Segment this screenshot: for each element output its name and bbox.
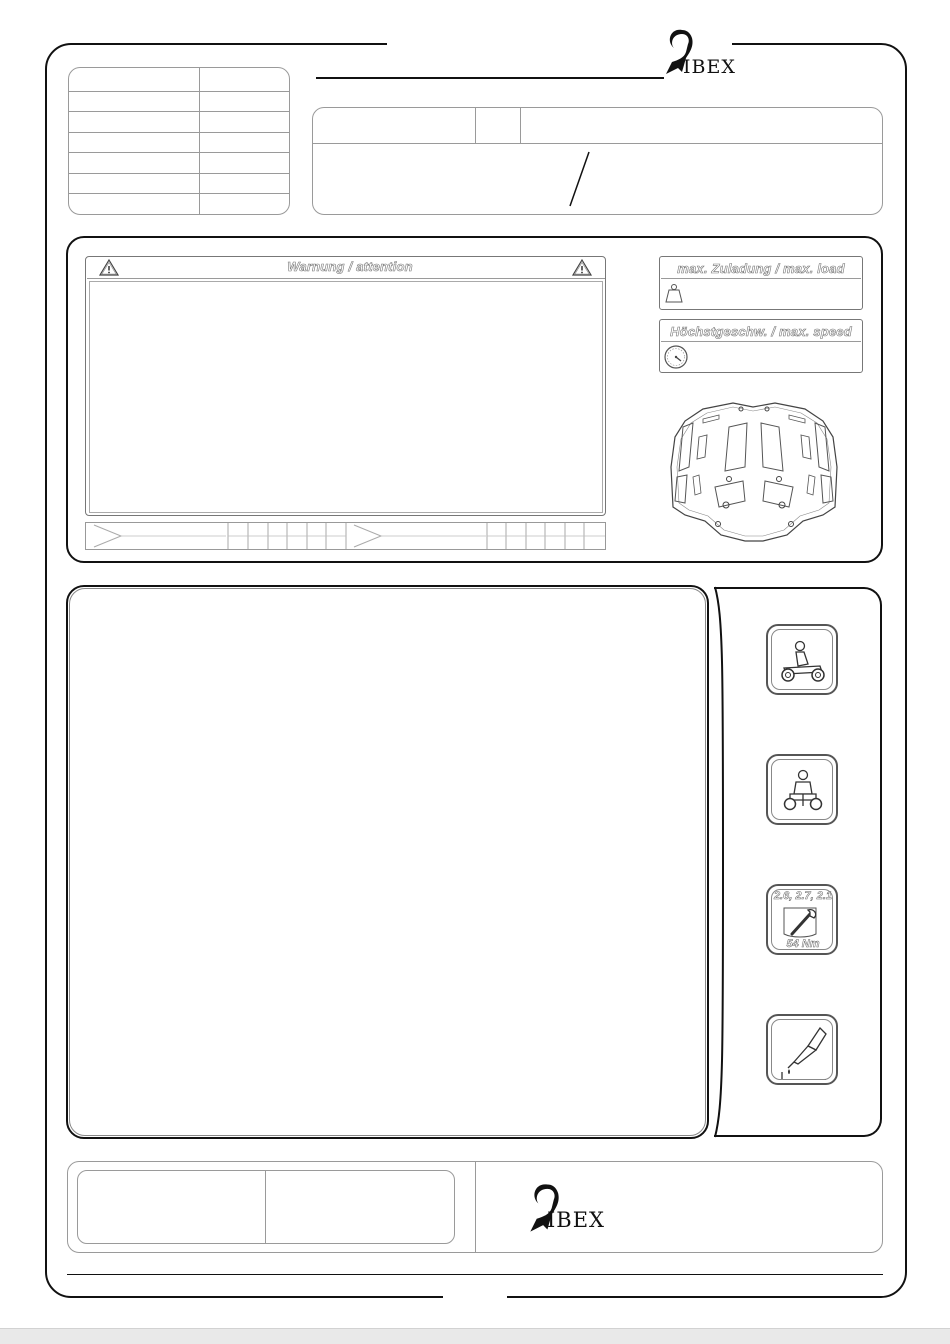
info-table-row bbox=[69, 132, 289, 133]
max-speed-divider bbox=[661, 341, 861, 342]
speedometer-icon bbox=[663, 344, 689, 370]
title-box-col-divider bbox=[475, 108, 476, 143]
page-bottom-strip bbox=[0, 1328, 950, 1344]
title-box bbox=[312, 107, 883, 215]
icon-column-left-edge bbox=[712, 586, 726, 1138]
warning-title: Warnung / attention bbox=[287, 259, 413, 274]
top-logo bbox=[660, 22, 750, 80]
max-load-divider bbox=[661, 278, 861, 279]
footer-logo bbox=[522, 1176, 622, 1238]
rider-motorcycle-icon bbox=[766, 624, 838, 695]
max-speed-label: Höchstgeschw. / max. speed bbox=[670, 324, 852, 339]
torque-value-label: 54 Nm bbox=[786, 938, 820, 950]
info-table-row bbox=[69, 193, 289, 194]
arrow-strip-graphics bbox=[86, 523, 605, 549]
main-content-inner-border bbox=[69, 588, 706, 1136]
torque-sizes-label: 2.6, 2.7, 2.1 bbox=[773, 890, 833, 902]
max-load-label: max. Zuladung / max. load bbox=[677, 261, 845, 276]
info-table-row bbox=[69, 173, 289, 174]
warning-content-area bbox=[89, 281, 603, 513]
threadlocker-bottle-icon bbox=[766, 1014, 838, 1085]
luggage-rack-plate-drawing bbox=[663, 397, 845, 545]
title-box-row-divider bbox=[313, 143, 882, 144]
warning-triangle-icon bbox=[98, 258, 120, 277]
torque-wrench-icon bbox=[766, 884, 838, 955]
brand-name-top: IBEX bbox=[683, 56, 736, 78]
footer-info-box bbox=[77, 1170, 455, 1244]
weight-icon bbox=[664, 282, 684, 304]
info-table-row bbox=[69, 152, 289, 153]
info-table-row bbox=[69, 111, 289, 112]
frame-gap-bottom bbox=[443, 1292, 507, 1302]
slash-mark bbox=[565, 150, 593, 208]
warning-header-divider bbox=[87, 278, 605, 279]
brand-name-footer: IBEX bbox=[547, 1208, 606, 1232]
info-table-row bbox=[69, 91, 289, 92]
bottom-rule bbox=[67, 1274, 883, 1275]
footer-info-divider bbox=[265, 1171, 266, 1243]
title-box-col-divider bbox=[520, 108, 521, 143]
footer-divider bbox=[475, 1162, 476, 1252]
title-line bbox=[316, 77, 664, 79]
rider-motorcycle-front-icon bbox=[766, 754, 838, 825]
warning-triangle-icon bbox=[571, 258, 593, 277]
